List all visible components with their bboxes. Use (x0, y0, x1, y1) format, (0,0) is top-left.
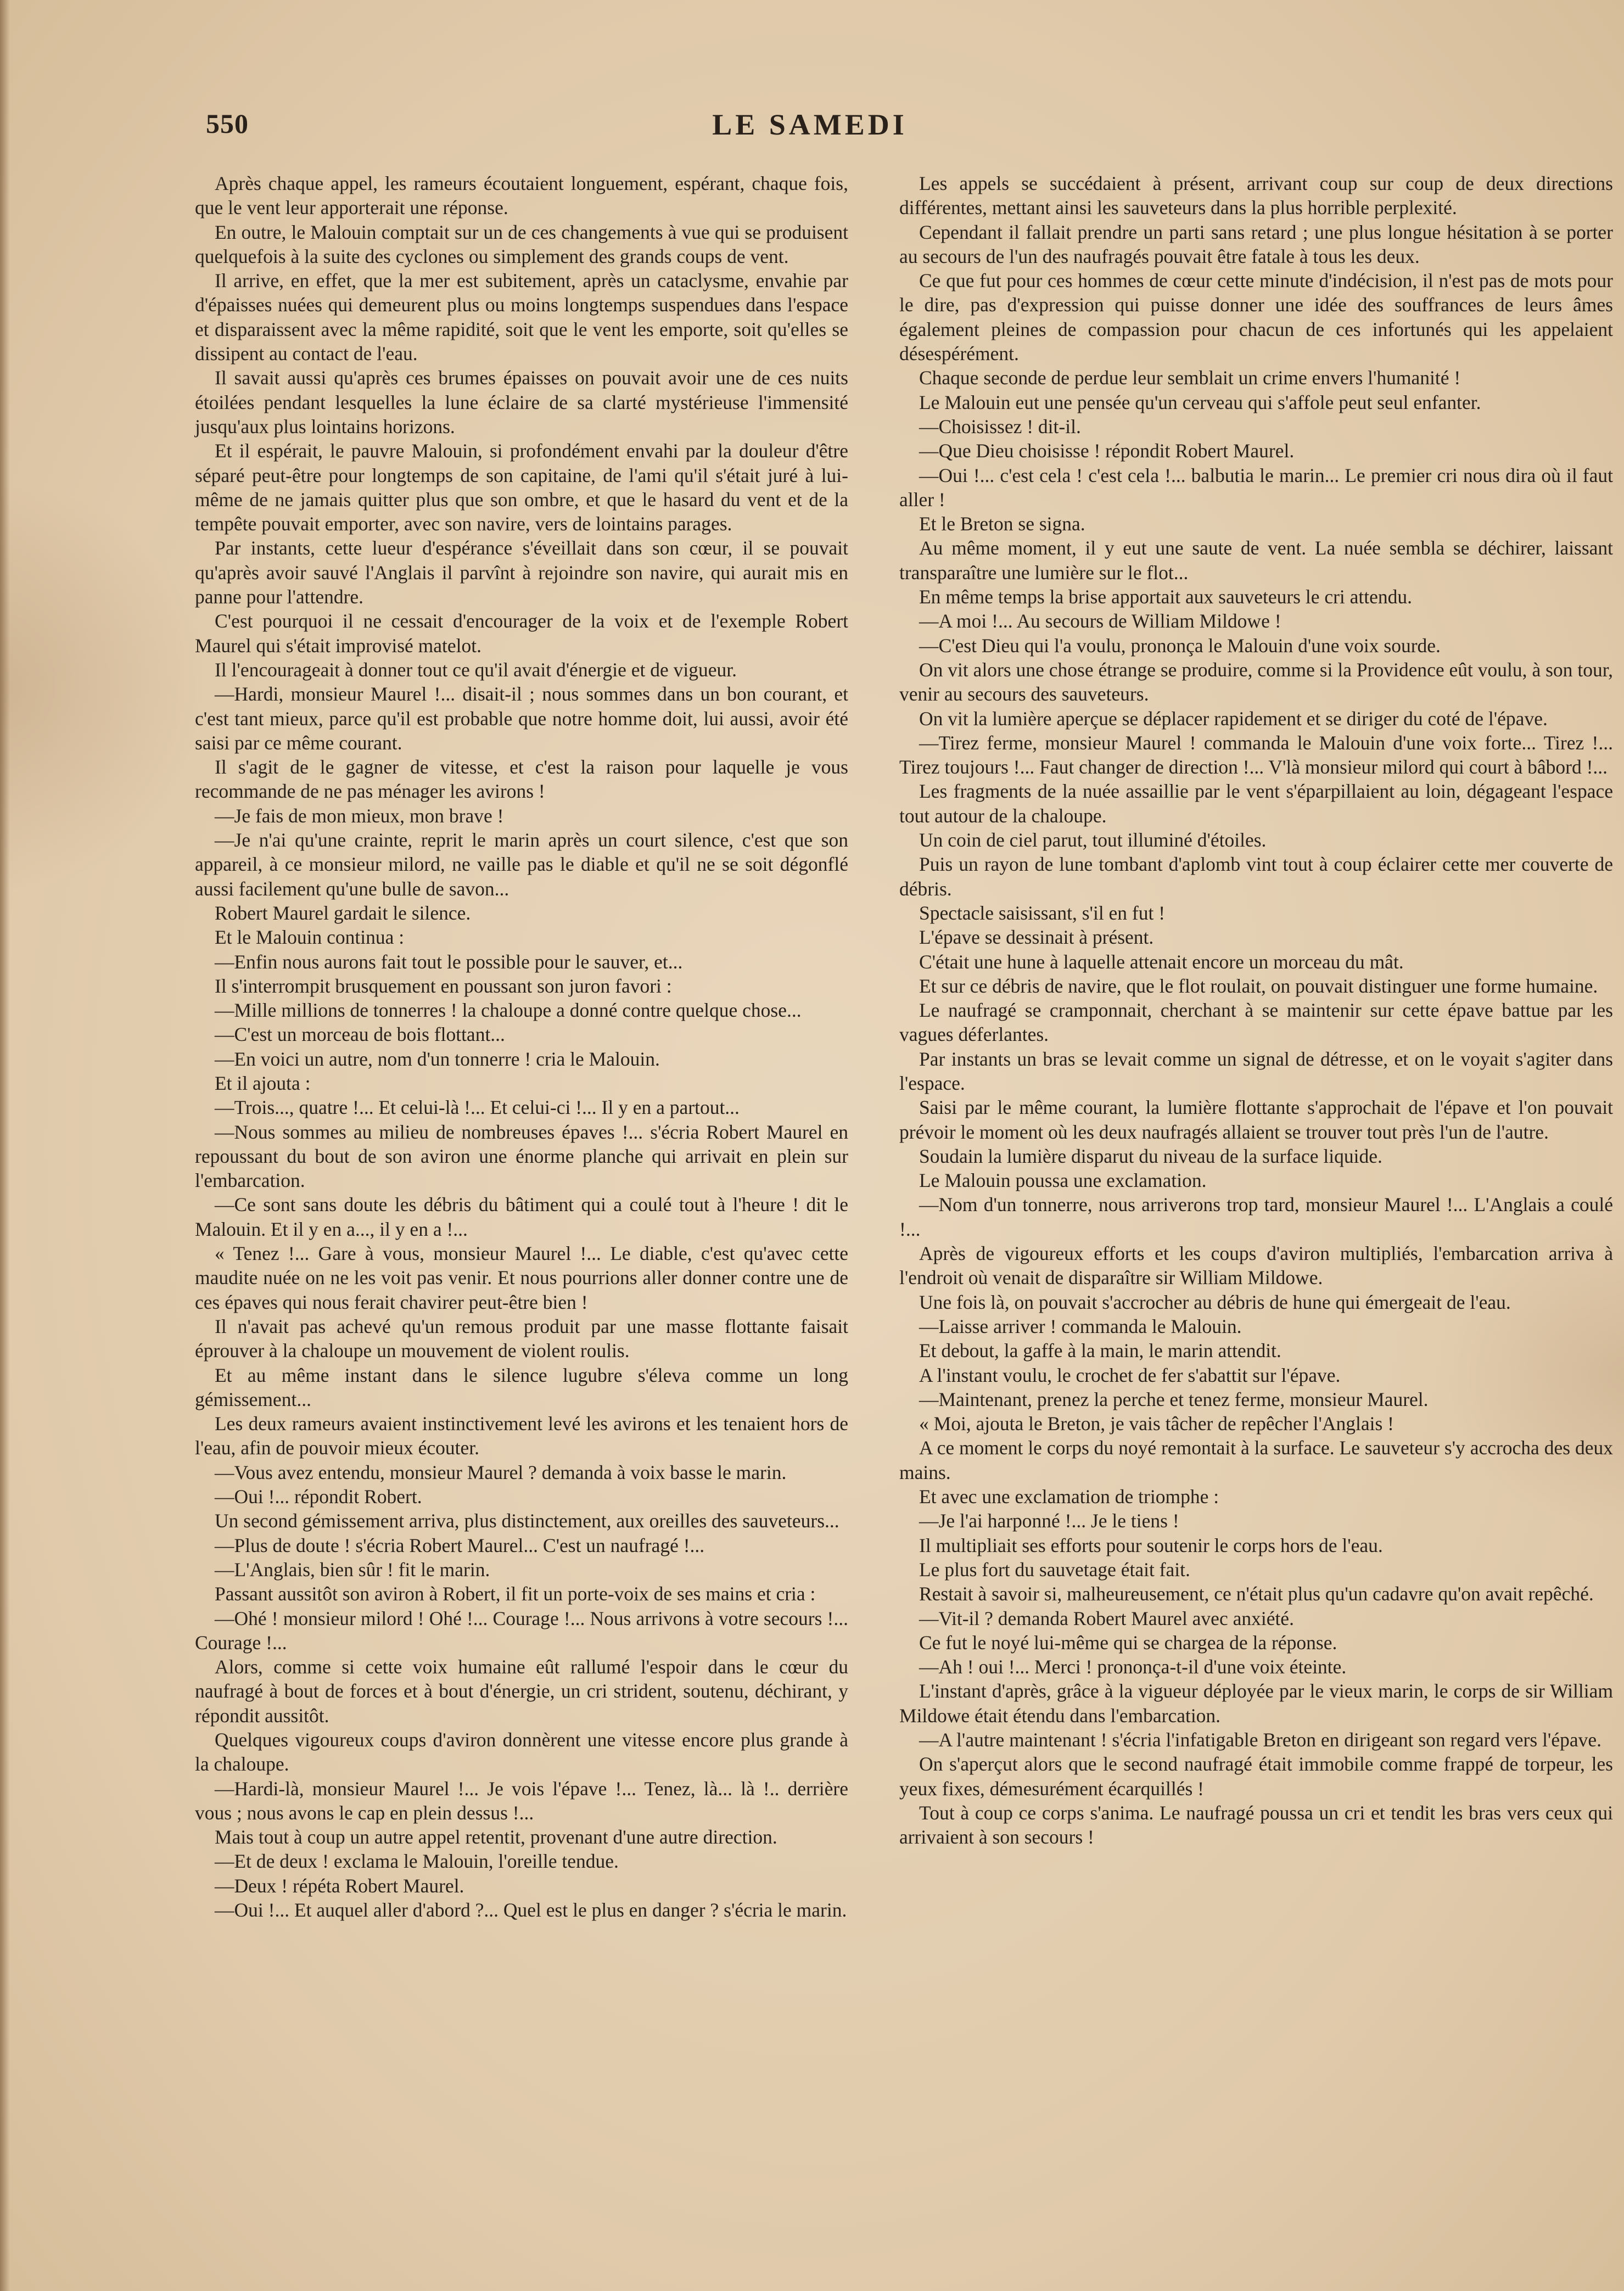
paragraph: Il s'interrompit brusquement en poussant son juron favori : (215, 974, 672, 997)
paragraph: Le naufragé se cramponnait, cherchant à se maintenir sur cette épave battue par les vagues déferlantes. (899, 999, 1613, 1046)
paragraph: —A l'autre maintenant ! s'écria l'infatigable Breton en dirigeant son regard vers l'épave. (919, 1729, 1601, 1751)
paragraph: Et sur ce débris de navire, que le flot roulait, on pouvait distinguer une forme humaine. (919, 974, 1598, 997)
paragraph: —Mille millions de tonnerres ! la chaloupe a donné contre quelque chose... (215, 999, 802, 1022)
paragraph: Un coin de ciel parut, tout illuminé d'étoiles. (919, 829, 1267, 852)
paragraph: A ce moment le corps du noyé remontait à la surface. Le sauveteur s'y accrocha des deux mains. (899, 1437, 1613, 1483)
paragraph: Les appels se succédaient à présent, arrivant coup sur coup de deux directions différentes, mettant ainsi les sauveteurs dans la plus horrible perplexité. (899, 172, 1613, 219)
paragraph: —Ce sont sans doute les débris du bâtiment qui a coulé tout à l'heure ! dit le Malouin. Et il y en a..., il y en a !... (195, 1194, 848, 1240)
paragraph: —C'est Dieu qui l'a voulu, prononça le Malouin d'une voix sourde. (919, 634, 1441, 657)
text-column-right (899, 171, 1613, 1849)
paragraph: Par instants, cette lueur d'espérance s'éveillait dans son cœur, il se pouvait qu'après avoir sauvé l'Anglais il parvînt à rejoindre son navire, qui aurait mis en panne pour l'attendre. (195, 537, 848, 608)
paragraph: Ce que fut pour ces hommes de cœur cette minute d'indécision, il n'est pas de mots pour le dire, pas d'expression qui puisse donner une idée des souffrances de leurs âmes également pleines de compassion pour chacun de ces infortunés qui les appelaient désespérément. (899, 270, 1613, 365)
paragraph: Robert Maurel gardait le silence. (215, 901, 471, 924)
paragraph: —C'est un morceau de bois flottant... (215, 1023, 505, 1046)
paragraph: —Je fais de mon mieux, mon brave ! (215, 804, 504, 827)
paragraph: —Et de deux ! exclama le Malouin, l'oreille tendue. (215, 1850, 619, 1873)
paragraph: C'était une hune à laquelle attenait encore un morceau du mât. (919, 950, 1404, 973)
paragraph: « Tenez !... Gare à vous, monsieur Maurel !... Le diable, c'est qu'avec cette maudite nuée on ne les voit pas venir. Et nous pourrions aller donner contre une de ces épaves qui nous ferait chavirer peut-être bien ! (195, 1242, 848, 1313)
paragraph: On s'aperçut alors que le second naufragé était immobile comme frappé de torpeur, les yeux fixes, démesurément écarquillés ! (899, 1753, 1613, 1800)
paragraph: A l'instant voulu, le crochet de fer s'abattit sur l'épave. (919, 1364, 1341, 1386)
paragraph: Tout à coup ce corps s'anima. Le naufragé poussa un cri et tendit les bras vers ceux qui arrivaient à son secours ! (899, 1801, 1613, 1849)
paragraph: On vit la lumière aperçue se déplacer rapidement et se diriger du coté de l'épave. (919, 707, 1548, 730)
paragraph: Au même moment, il y eut une saute de vent. La nuée sembla se déchirer, laissant transparaître une lumière sur le flot... (899, 537, 1613, 584)
paragraph: Il arrive, en effet, que la mer est subitement, après un cataclysme, envahie par d'épaisses nuées qui demeurent plus ou moins longtemps suspendues dans l'espace et disparaissent avec la même rapidité, soit que le vent les emporte, soit qu'elles se dissipent au contact de l'eau. (195, 270, 848, 365)
paragraph: —Choisissez ! dit-il. (919, 415, 1081, 438)
paragraph: C'est pourquoi il ne cessait d'encourager de la voix et de l'exemple Robert Maurel qui s'était improvisé matelot. (195, 610, 848, 657)
paragraph: —Deux ! répéta Robert Maurel. (215, 1874, 464, 1897)
paragraph: Le Malouin poussa une exclamation. (919, 1169, 1207, 1192)
paragraph: —Vous avez entendu, monsieur Maurel ? demanda à voix basse le marin. (215, 1461, 787, 1483)
paragraph: On vit alors une chose étrange se produire, comme si la Providence eût voulu, à son tour, venir au secours des sauveteurs. (899, 658, 1613, 705)
paragraph: L'épave se dessinait à présent. (919, 926, 1154, 949)
paragraph: Un second gémissement arriva, plus distinctement, aux oreilles des sauveteurs... (215, 1510, 839, 1532)
paragraph: Il multipliait ses efforts pour soutenir le corps hors de l'eau. (919, 1534, 1383, 1556)
paragraph: —Que Dieu choisisse ! répondit Robert Maurel. (919, 440, 1295, 462)
paragraph: Il l'encourageait à donner tout ce qu'il avait d'énergie et de vigueur. (215, 658, 737, 681)
paragraph: Il s'agit de le gagner de vitesse, et c'est la raison pour laquelle je vous recommande de ne pas ménager les avirons ! (195, 756, 848, 803)
paragraph: —En voici un autre, nom d'un tonnerre ! cria le Malouin. (215, 1048, 660, 1070)
page-number: 550 (206, 108, 249, 139)
paragraph: —Nom d'un tonnerre, nous arriverons trop tard, monsieur Maurel !... L'Anglais a coulé !... (899, 1194, 1613, 1240)
paragraph: Et au même instant dans le silence lugubre s'éleva comme un long gémissement... (195, 1364, 848, 1410)
paragraph: —Hardi, monsieur Maurel !... disait-il ; nous sommes dans un bon courant, et c'est tant mieux, parce qu'il est probable que notre homme doit, lui aussi, avoir été saisi par ce même courant. (195, 683, 848, 754)
paragraph: —Ah ! oui !... Merci ! prononça-t-il d'une voix éteinte. (919, 1656, 1347, 1678)
paragraph: —Laisse arriver ! commanda le Malouin. (919, 1315, 1242, 1337)
paragraph: —Oui !... répondit Robert. (215, 1486, 422, 1508)
paragraph: —Oui !... Et auquel aller d'abord ?... Quel est le plus en danger ? s'écria le marin. (215, 1899, 847, 1922)
paragraph: Après chaque appel, les rameurs écoutaient longuement, espérant, chaque fois, que le vent leur apporterait une réponse. (195, 172, 848, 219)
paragraph: Il savait aussi qu'après ces brumes épaisses on pouvait avoir une de ces nuits étoilées pendant lesquelles la lune éclaire de sa clarté mystérieuse l'immensité jusqu'aux plus lointains horizons. (195, 367, 848, 438)
paragraph: Et le Malouin continua : (215, 926, 405, 949)
paragraph: —A moi !... Au secours de William Mildowe ! (919, 610, 1281, 632)
paragraph: Mais tout à coup un autre appel retentit, provenant d'une autre direction. (215, 1826, 777, 1849)
paragraph: En outre, le Malouin comptait sur un de ces changements à vue qui se produisent quelquefois à la suite des cyclones ou simplement des grands coups de vent. (195, 221, 848, 267)
paragraph: —Je n'ai qu'une crainte, reprit le marin après un court silence, c'est que son appareil, à ce monsieur milord, ne vaille pas le diable et qu'il ne se soit dégonflé aussi facilement qu'une bulle de savon... (195, 829, 848, 900)
paragraph: En même temps la brise apportait aux sauveteurs le cri attendu. (919, 586, 1413, 608)
paragraph: —Vit-il ? demanda Robert Maurel avec anxiété. (919, 1607, 1294, 1629)
paragraph: Les deux rameurs avaient instinctivement levé les avirons et les tenaient hors de l'eau, afin de pouvoir mieux écouter. (195, 1413, 848, 1459)
paragraph: —Trois..., quatre !... Et celui-là !... Et celui-ci !... Il y en a partout... (215, 1096, 740, 1119)
paragraph: Les fragments de la nuée assaillie par le vent s'éparpillaient au loin, dégageant l'espace tout autour de la chaloupe. (899, 780, 1613, 827)
paragraph: Restait à savoir si, malheureusement, ce n'était plus qu'un cadavre qu'on avait repêché. (919, 1583, 1594, 1605)
paragraph: Après de vigoureux efforts et les coups d'aviron multipliés, l'embarcation arriva à l'endroit où venait de disparaître sir William Mildowe. (899, 1242, 1613, 1289)
journal-title: LE SAMEDI (712, 108, 908, 141)
paragraph: —L'Anglais, bien sûr ! fit le marin. (215, 1558, 490, 1581)
paragraph: —Hardi-là, monsieur Maurel !... Je vois l'épave !... Tenez, là... là !.. derrière vous ; nous avons le cap en plein dessus !... (195, 1777, 848, 1824)
paragraph: « Moi, ajouta le Breton, je vais tâcher de repêcher l'Anglais ! (919, 1413, 1394, 1435)
paragraph: —Ohé ! monsieur milord ! Ohé !... Courage !... Nous arrivons à votre secours !... Courage !... (195, 1607, 848, 1654)
page-header (206, 108, 1414, 146)
paragraph: Et il ajouta : (215, 1072, 311, 1094)
paragraph: —Nous sommes au milieu de nombreuses épaves !... s'écria Robert Maurel en repoussant du bout de son aviron une énorme planche qui arrivait en plein sur l'embarcation. (195, 1121, 848, 1192)
paragraph: Puis un rayon de lune tombant d'aplomb vint tout à coup éclairer cette mer couverte de débris. (899, 853, 1613, 900)
paragraph: Passant aussitôt son aviron à Robert, il fit un porte-voix de ses mains et cria : (215, 1583, 816, 1605)
paragraph: —Enfin nous aurons fait tout le possible pour le sauver, et... (215, 950, 683, 973)
paragraph: L'instant d'après, grâce à la vigueur déployée par le vieux marin, le corps de sir William Mildowe était étendu dans l'embarcation. (899, 1680, 1613, 1727)
paragraph: Le plus fort du sauvetage était fait. (919, 1558, 1190, 1581)
paragraph: —Maintenant, prenez la perche et tenez ferme, monsieur Maurel. (919, 1388, 1429, 1410)
paragraph: —Oui !... c'est cela ! c'est cela !... balbutia le marin... Le premier cri nous dira où il faut aller ! (899, 464, 1613, 511)
paragraph: —Tirez ferme, monsieur Maurel ! commanda le Malouin d'une voix forte... Tirez !... Tirez toujours !... Faut changer de direction !... V'là monsieur milord qui court à bâbord !... (899, 731, 1613, 778)
paragraph: Et avec une exclamation de triomphe : (919, 1486, 1219, 1508)
paragraph: Le Malouin eut une pensée qu'un cerveau qui s'affole peut seul enfanter. (919, 391, 1481, 413)
paragraph: Saisi par le même courant, la lumière flottante s'approchait de l'épave et l'on pouvait prévoir le moment où les deux naufragés allaient se trouver tout près l'un de l'autre. (899, 1096, 1613, 1143)
paragraph: Et le Breton se signa. (919, 513, 1085, 535)
paragraph: Soudain la lumière disparut du niveau de la surface liquide. (919, 1145, 1382, 1167)
paragraph: Quelques vigoureux coups d'aviron donnèrent une vitesse encore plus grande à la chaloupe. (195, 1729, 848, 1775)
paragraph: —Je l'ai harponné !... Je le tiens ! (919, 1510, 1179, 1532)
paragraph: Et il espérait, le pauvre Malouin, si profondément envahi par la douleur d'être séparé peut-être pour longtemps de son capitaine, de l'ami qu'il s'était juré à lui-même de ne jamais quitter plus que son ombre, et que le hasard du vent et de la tempête pouvait emporter, avec son navire, vers de lointains parages. (195, 440, 848, 535)
paragraph: Spectacle saisissant, s'il en fut ! (919, 901, 1166, 924)
paragraph: Cependant il fallait prendre un parti sans retard ; une plus longue hésitation à se porter au secours de l'un des naufragés pouvait être fatale à tous les deux. (899, 221, 1613, 267)
paragraph: Chaque seconde de perdue leur semblait un crime envers l'humanité ! (919, 367, 1461, 389)
paragraph: Alors, comme si cette voix humaine eût rallumé l'espoir dans le cœur du naufragé à bout de forces et à bout d'énergie, un cri strident, soutenu, déchirant, y répondit aussitôt. (195, 1656, 848, 1727)
paragraph: Il n'avait pas achevé qu'un remous produit par une masse flottante faisait éprouver à la chaloupe un mouvement de violent roulis. (195, 1315, 848, 1362)
text-column-left (195, 171, 848, 1922)
paragraph: Par instants un bras se levait comme un signal de détresse, et on le voyait s'agiter dans l'espace. (899, 1048, 1613, 1094)
page-edge-shadow (0, 0, 10, 2291)
paragraph: Ce fut le noyé lui-même qui se chargea de la réponse. (919, 1631, 1337, 1654)
paragraph: —Plus de doute ! s'écria Robert Maurel... C'est un naufragé !... (215, 1534, 705, 1556)
paragraph: Une fois là, on pouvait s'accrocher au débris de hune qui émergeait de l'eau. (919, 1291, 1511, 1313)
paragraph: Et debout, la gaffe à la main, le marin attendit. (919, 1340, 1281, 1362)
